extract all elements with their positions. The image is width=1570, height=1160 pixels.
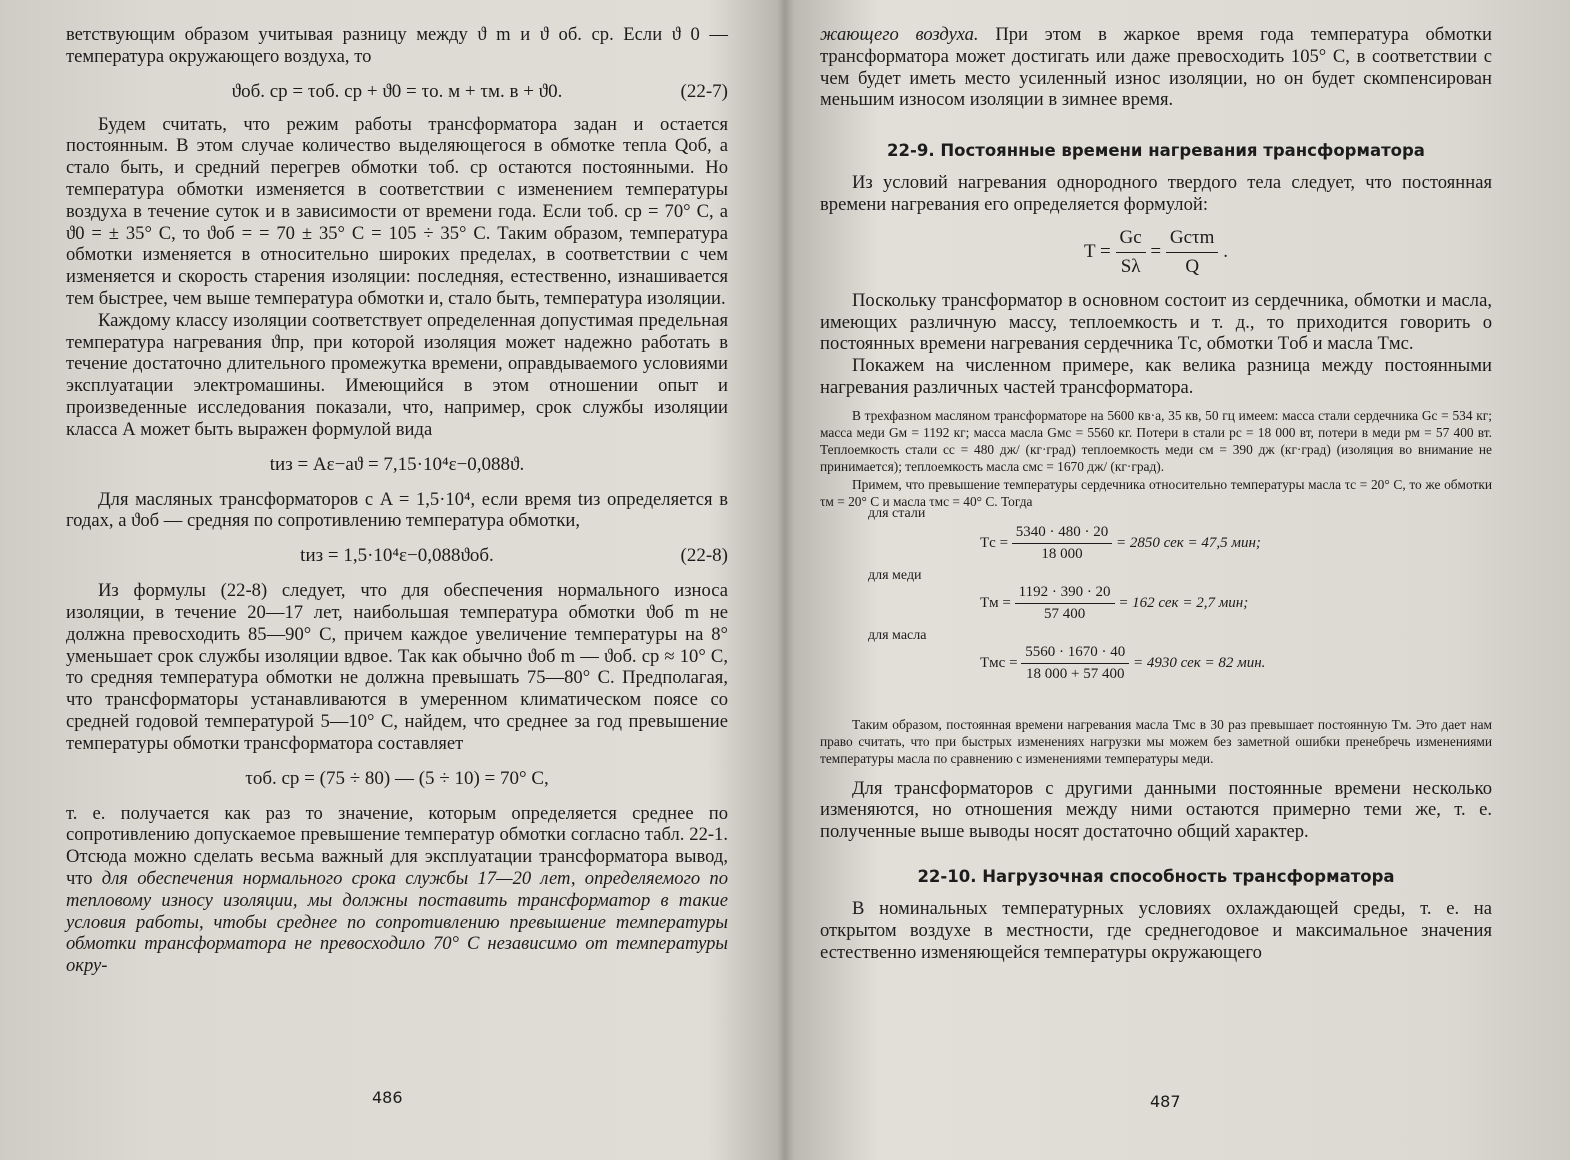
equation-time-constant xyxy=(820,226,1492,276)
left-page xyxy=(66,24,728,977)
label-oil: для масла xyxy=(868,627,927,643)
left-paragraph-6 xyxy=(66,803,728,977)
fraction-gctau-over-q xyxy=(1166,226,1219,279)
formula-copper-lhs: Tм = xyxy=(980,594,1011,611)
right-paragraph-1-text: При этом в жаркое время года температура обмотки трансформатора может достигать или даже превосходить 105° С, в соответствии с чем будет иметь место усиленный износ изоляции, но он будет скомпенсирован меньшим износом изоляции в зимнее время. xyxy=(820,24,1492,111)
formula-oil xyxy=(980,644,1265,683)
equation-average-overheat-formula: τоб. ср = (75 ÷ 80) — (5 ÷ 10) = 70° С, xyxy=(245,767,549,789)
right-paragraph-6: В номинальных температурных условиях охлаждающей среды, т. е. на открытом воздухе в местности, где среднегодовое и максимальное значения естественно изменяющейся температуры окружающего xyxy=(820,897,1492,963)
left-paragraph-4: Для масляных трансформаторов с A = 1,5·10⁴, если время tиз определяется в годах, а ϑоб — средняя по сопротивлению температура обмотки, xyxy=(66,488,728,532)
section-heading-22-9: 22-9. Постоянные времени нагревания трансформатора xyxy=(887,141,1425,161)
formula-copper-fraction xyxy=(1015,584,1115,623)
fraction-numerator: Gc xyxy=(1116,226,1146,253)
fraction-numerator: Gcτm xyxy=(1166,226,1219,253)
right-page xyxy=(820,24,1492,963)
fraction-numerator: 5560 · 1670 · 40 xyxy=(1021,644,1129,664)
formula-oil-fraction xyxy=(1021,644,1129,683)
fraction-denominator: Sλ xyxy=(1120,255,1141,277)
fraction-numerator: 5340 · 480 · 20 xyxy=(1012,524,1113,544)
right-paragraph-2: Из условий нагревания однородного твердого тела следует, что постоянная времени нагревания его определяется формулой: xyxy=(820,172,1492,215)
page-number-left: 486 xyxy=(372,1088,403,1107)
fraction-denominator: Q xyxy=(1185,255,1200,277)
example-conclusion: Таким образом, постоянная времени нагревания масла Tмс в 30 раз превышает постоянную Tм. Это дает нам право считать, что при быстрых изменениях нагрузки мы можем без заметной ошибки пренебречь изменениями температуры масла по сравнению с изменениями температуры меди. xyxy=(820,716,1492,767)
right-paragraph-5: Для трансформаторов с другими данными постоянные времени несколько изменяются, но отношения между ними остаются примерно теми же, т. е. полученные выше выводы носят достаточно общий характер. xyxy=(820,777,1492,843)
example-calculations xyxy=(820,505,1492,706)
equation-insulation-life-formula: tиз = Aε−aϑ = 7,15·10⁴ε−0,088ϑ. xyxy=(269,453,525,475)
right-paragraph-3: Поскольку трансформатор в основном состоит из сердечника, обмотки и масла, имеющих различную массу, теплоемкость и т. д., то приходится говорить о постоянных времени нагревания сердечника Tс, обмотки Tоб и масла Tмс. xyxy=(820,289,1492,355)
equation-time-constant-equals: = xyxy=(1150,240,1162,262)
fraction-denominator: 18 000 xyxy=(1041,545,1083,562)
equation-average-overheat xyxy=(66,767,728,791)
equation-time-constant-lhs: T = xyxy=(1084,240,1111,262)
fraction-numerator: 1192 · 390 · 20 xyxy=(1015,584,1115,604)
equation-22-7-number: (22-7) xyxy=(680,80,728,102)
right-paragraph-4: Покажем на численном примере, как велика разница между постоянными нагревания различных частей трансформатора. xyxy=(820,355,1492,398)
equation-22-7 xyxy=(66,80,728,104)
example-paragraph-1: В трехфазном масляном трансформаторе на 5600 кв·а, 35 кв, 50 гц имеем: масса стали сердечника Gс = 534 кг; масса меди Gм = 1192 кг; масса масла Gмс = 5560 кг. Потери в стали pс = 18 000 вт, потери в меди pм = 57 400 вт. Теплоемкость стали cс = 480 дж/ (кг·град) теплоемкость меди cм = 390 дж (кг·град) (изоляция во внимание не принимается); теплоемкость масла cмс = 1670 дж/ (кг·град). xyxy=(820,407,1492,475)
formula-copper xyxy=(980,584,1248,623)
equation-time-constant-end: . xyxy=(1223,240,1228,262)
formula-steel-fraction xyxy=(1012,524,1113,563)
formula-steel xyxy=(980,524,1261,563)
equation-22-7-formula: ϑоб. ср = τоб. ср + ϑ0 = τо. м + τм. в + ϑ0. xyxy=(231,80,563,102)
equation-22-8-number: (22-8) xyxy=(680,545,728,567)
right-paragraph-1 xyxy=(820,24,1492,111)
section-heading-22-10: 22-10. Нагрузочная способность трансформатора xyxy=(917,866,1395,886)
formula-steel-lhs: Tс = xyxy=(980,534,1009,551)
left-paragraph-6-italic: для обеспечения нормального срока службы 17—20 лет, определяемого по тепловому износу изоляции, мы должны поставить трансформатор в такие условия работы, чтобы среднее по сопротивлению превышение температуры обмотки трансформатора не превосходило 70° С независимо от температуры окру- xyxy=(66,867,728,977)
formula-copper-result: = 162 сек = 2,7 мин; xyxy=(1118,594,1249,611)
left-paragraph-6-text: т. е. получается как раз то значение, которым определяется среднее по сопротивлению допускаемое превышение температур обмотки согласно табл. 22-1. Отсюда можно сделать весьма важный для эксплуатации трансформатора вывод, что xyxy=(66,802,728,889)
label-steel: для стали xyxy=(868,505,926,521)
example-paragraph-2: Примем, что превышение температуры сердечника относительно температуры масла τс = 20° С, то же обмотки τм = 20° С и масла τмс = 40° С. Тогда xyxy=(820,476,1492,509)
left-paragraph-3: Каждому классу изоляции соответствует определенная допустимая предельная температура нагревания ϑпр, при которой изоляция может надежно работать в течение достаточно длительного промежутка времени, оправдываемого условиями эксплуатации электромашины. Имеющийся в этом отношении опыт и произведенные исследования показали, что, например, срок службы изоляции класса А может быть выражен формулой вида xyxy=(66,309,728,440)
left-paragraph-2: Будем считать, что режим работы трансформатора задан и остается постоянным. В этом случае количество выделяющегося в обмотке тепла Qоб, а стало быть, и средний перегрев обмотки τоб. ср остаются постоянными. Но температура обмотки изменяется в соответствии с изменением температуры воздуха в течение суток и в зависимости от времени года. Если τоб. ср = 70° С, а ϑ0 = ± 35° С, то ϑоб = = 70 ± 35° С = 105 ÷ 35° С. Таким образом, температура обмотки изменяется в относительно широких пределах, в соответствии с чем изменяется и скорость старения изоляции: последняя, естественно, изнашивается тем быстрее, чем выше температура обмотки и, стало быть, температура изоляции. xyxy=(66,113,728,309)
left-paragraph-1: ветствующим образом учитывая разницу между ϑ m и ϑ об. ср. Если ϑ 0 — температура окружающего воздуха, то xyxy=(66,24,728,67)
label-copper: для меди xyxy=(868,567,922,583)
formula-oil-lhs: Tмс = xyxy=(980,654,1018,671)
formula-oil-result: = 4930 сек = 82 мин. xyxy=(1133,654,1266,671)
fraction-denominator: 18 000 + 57 400 xyxy=(1026,665,1125,682)
left-paragraph-5: Из формулы (22-8) следует, что для обеспечения нормального износа изоляции, в течение 20—17 лет, наибольшая температура обмотки ϑоб m не должна превосходить 85—90° С, причем каждое увеличение температуры на 8° уменьшает срок службы изоляции вдвое. Так как обычно ϑоб m — ϑоб. ср ≈ 10° С, то средняя температура обмотки не должна превышать 75—80° С. Предполагая, что трансформаторы устанавливаются в умеренном климатическом поясе со средней годовой температурой 5—10° С, найдем, что среднее за год превышение температуры обмотки трансформатора составляет xyxy=(66,580,728,754)
fraction-denominator: 57 400 xyxy=(1043,605,1086,622)
page-number-right: 487 xyxy=(1150,1092,1181,1111)
equation-insulation-life xyxy=(66,453,728,477)
fraction-gc-over-s-lambda xyxy=(1116,226,1146,279)
right-paragraph-1-italic: жающего воздуха. xyxy=(820,24,979,45)
equation-22-8 xyxy=(66,544,728,568)
formula-steel-result: = 2850 сек = 47,5 мин; xyxy=(1116,534,1261,551)
equation-22-8-formula: tиз = 1,5·10⁴ε−0,088ϑоб. xyxy=(300,545,494,567)
